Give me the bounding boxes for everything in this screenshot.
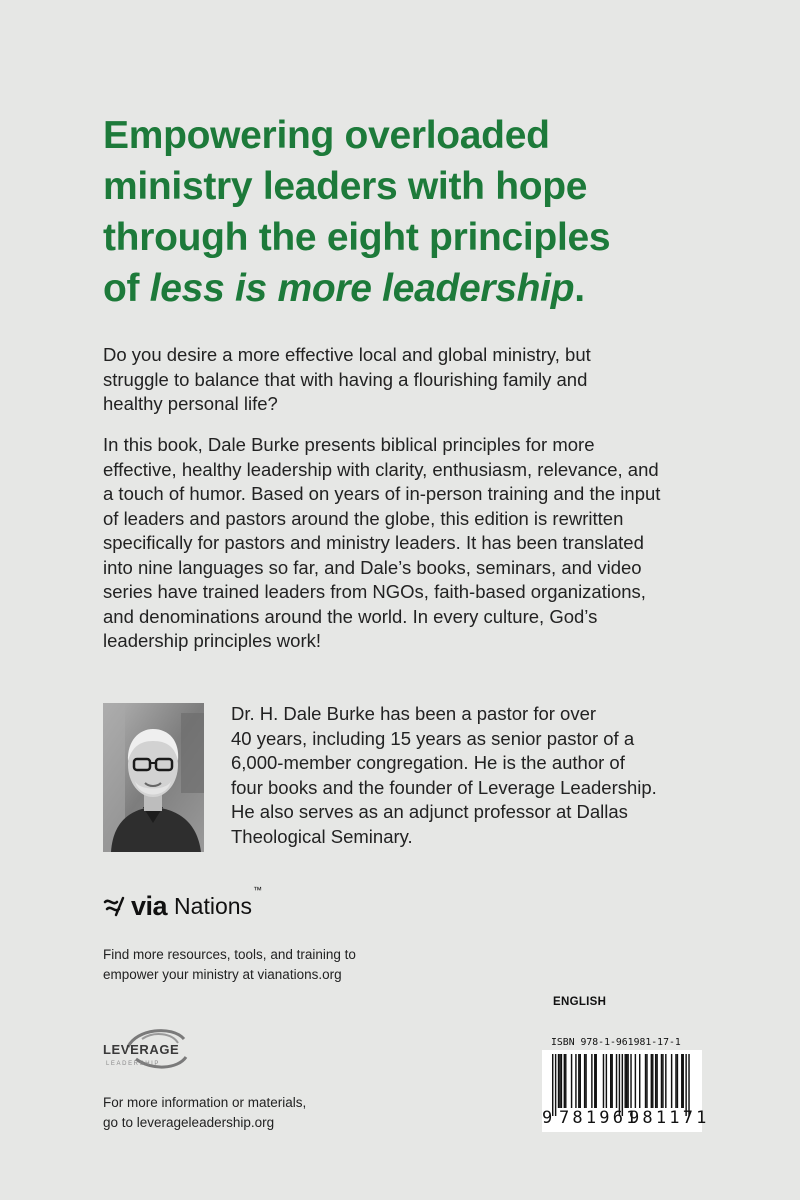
via-nations-logo [103, 884, 263, 922]
barcode-bar [594, 1054, 595, 1108]
barcode-bar [639, 1054, 640, 1108]
text-line: series have trained leaders from NGOs, faith-based organizations, [103, 581, 646, 602]
text-line: four books and the founder of Leverage Leadership. [231, 776, 657, 798]
barcode-bar [645, 1054, 646, 1108]
barcode-bar [625, 1054, 626, 1108]
barcode-first-digit: 9 [542, 1108, 553, 1128]
nations-logo-text [174, 884, 263, 920]
text-line: For more information or materials, [103, 1095, 307, 1110]
barcode-bar [565, 1054, 566, 1108]
barcode-bar [610, 1054, 611, 1108]
barcode-bar [603, 1054, 604, 1108]
isbn-text: ISBN 978-1-961981-17-1 [551, 1037, 681, 1048]
barcode-bar [575, 1054, 576, 1108]
barcode-bar [656, 1054, 657, 1108]
barcode-bar [559, 1054, 560, 1108]
barcode-bar [677, 1054, 678, 1108]
barcode-bar [571, 1054, 572, 1108]
text-line: into nine languages so far, and Dale’s books, seminars, and video [103, 556, 642, 578]
barcode-bar [591, 1054, 592, 1108]
author-photo [103, 703, 204, 852]
description-paragraph-1 [103, 343, 703, 417]
author-bio [231, 702, 681, 849]
barcode-bar [606, 1054, 607, 1108]
trademark-symbol: ™ [253, 884, 263, 895]
text-line: of leaders and pastors around the globe, this edition is rewritten [103, 507, 624, 529]
via-logo-text: via [131, 890, 168, 921]
barcode-bar [622, 1054, 623, 1116]
barcode-bar [651, 1054, 652, 1108]
text-line: leadership principles work! [103, 630, 321, 651]
barcode-bar [552, 1054, 553, 1116]
headline [103, 110, 723, 314]
text-line: effective, healthy leadership with clarity, enthusiasm, relevance, and [103, 458, 659, 480]
text-line: Dr. H. Dale Burke has been a pastor for over [231, 703, 597, 724]
barcode-bar [578, 1054, 579, 1108]
text-line: struggle to balance that with having a flourishing family and [103, 368, 588, 390]
barcode-bar [635, 1054, 636, 1108]
barcode-bar [681, 1054, 682, 1108]
barcode-bar [655, 1054, 656, 1108]
barcode-digits [542, 1108, 710, 1130]
barcode [542, 1050, 710, 1132]
barcode-bar [580, 1054, 581, 1108]
text-line: specifically for pastors and ministry leaders. It has been translated [103, 532, 644, 553]
barcode-bar [671, 1054, 672, 1108]
barcode-right-group: 981171 [629, 1108, 710, 1128]
headline-line-4-suffix: . [574, 267, 585, 310]
barcode-bar [561, 1054, 562, 1108]
headline-line-2: ministry leaders with hope [103, 165, 588, 208]
text-line: Do you desire a more effective local and global ministry, but [103, 344, 591, 365]
via-nations-resources [103, 945, 403, 985]
headline-line-3: through the eight principles [103, 216, 611, 259]
barcode-bar [630, 1054, 631, 1108]
barcode-bar [665, 1054, 666, 1108]
text-line: 40 years, including 15 years as senior pastor of a [231, 727, 635, 749]
barcode-bar [646, 1054, 647, 1108]
barcode-bar [685, 1054, 686, 1116]
text-line: healthy personal life? [103, 393, 278, 414]
barcode-bar [611, 1054, 612, 1108]
headline-emphasis: less is more leadership [149, 267, 575, 310]
barcode-bar [652, 1054, 653, 1108]
text-line: empower your ministry at vianations.org [103, 967, 342, 982]
barcode-bar [662, 1054, 663, 1108]
barcode-bar [555, 1054, 556, 1116]
text-line: Find more resources, tools, and training to [103, 947, 356, 962]
barcode-bar [584, 1054, 585, 1108]
leverage-logo-text: LEVERAGE [103, 1042, 180, 1057]
barcode-left-group: 781961 [559, 1108, 640, 1128]
barcode-bar [596, 1054, 597, 1108]
barcode-bar [558, 1054, 559, 1108]
barcode-bar [585, 1054, 586, 1108]
nations-word: Nations [174, 892, 253, 919]
barcode-bar [683, 1054, 684, 1108]
barcode-bar [688, 1054, 689, 1116]
headline-line-1: Empowering overloaded [103, 114, 550, 157]
leverage-info [103, 1093, 403, 1133]
leverage-leadership-logo [102, 1025, 212, 1075]
headline-line-4 [103, 263, 723, 314]
barcode-bars [548, 1054, 696, 1116]
headline-line-4-prefix: of [103, 267, 150, 310]
leadership-logo-subtext: LEADERSHIP [106, 1061, 161, 1067]
text-line: 6,000-member congregation. He is the author of [231, 752, 625, 773]
text-line: go to leverageleadership.org [103, 1115, 275, 1130]
language-label: ENGLISH [553, 996, 607, 1008]
via-nations-mark-icon [103, 895, 125, 917]
description-paragraph-2 [103, 433, 703, 654]
barcode-bar [661, 1054, 662, 1108]
barcode-bar [564, 1054, 565, 1108]
text-line: and denominations around the world. In every culture, God’s [103, 605, 598, 627]
barcode-bar [626, 1054, 627, 1108]
text-line: Theological Seminary. [231, 825, 413, 847]
barcode-bar [619, 1054, 620, 1116]
barcode-bar [675, 1054, 676, 1108]
barcode-bar [627, 1054, 628, 1108]
barcode-bar [616, 1054, 617, 1108]
text-line: In this book, Dale Burke presents biblical principles for more [103, 434, 595, 455]
text-line: He also serves as an adjunct professor at Dallas [231, 801, 628, 822]
text-line: a touch of humor. Based on years of in-person training and the input [103, 483, 661, 504]
